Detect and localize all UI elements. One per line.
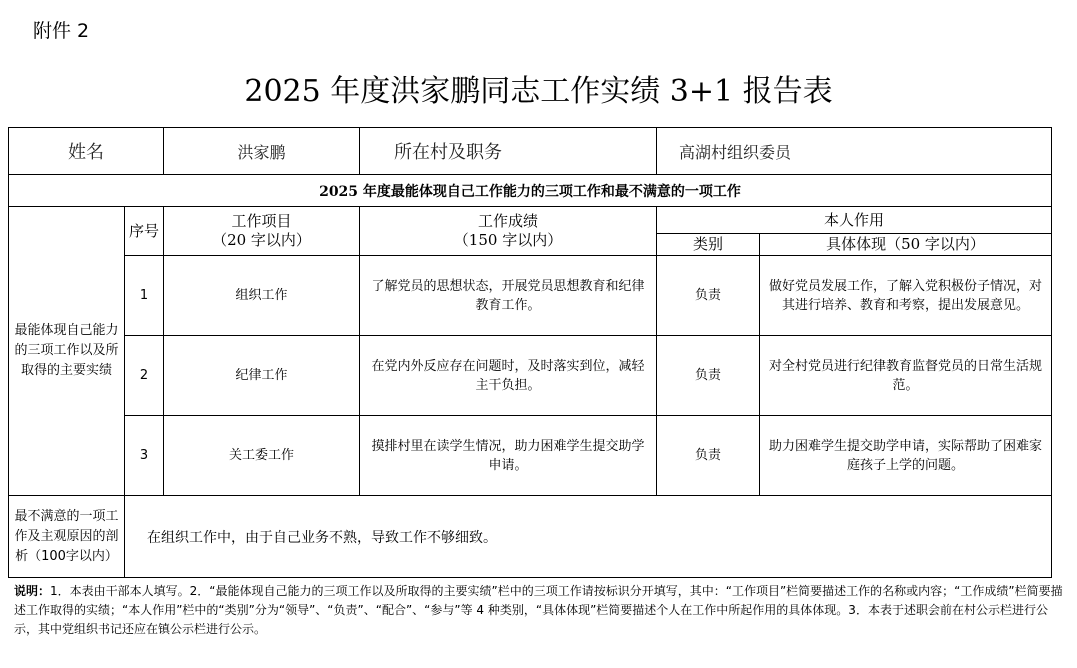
role-type-header: 类别: [657, 234, 760, 256]
row-detail: 对全村党员进行纪律教育监督党员的日常生活规范。: [760, 336, 1052, 416]
section-title-row: [9, 175, 1052, 207]
result-header: [360, 207, 657, 256]
result-header-limit: （150 字以内）: [453, 231, 563, 249]
name-value: 洪家鹏: [164, 128, 360, 175]
report-table: [8, 127, 1052, 578]
row-result: 摸排村里在读学生情况，助力困难学生提交助学申请。: [360, 416, 657, 496]
worst-work-row: [9, 496, 1052, 578]
role-header: 本人作用: [657, 207, 1052, 234]
row-seq: 2: [125, 336, 164, 416]
row-type: 负责: [657, 336, 760, 416]
table-row: [9, 336, 1052, 416]
seq-header: 序号: [125, 207, 164, 256]
note: [14, 582, 1070, 639]
row-detail: 助力困难学生提交助学申请，实际帮助了困难家庭孩子上学的问题。: [760, 416, 1052, 496]
project-header-title: 工作项目: [231, 212, 292, 230]
note-text: 1．本表由干部本人填写。2．“最能体现自己能力的三项工作以及所取得的主要实绩”栏中的三项工作请按标识分开填写，其中：“工作项目”栏简要描述工作的名称或内容；“工作成绩”栏简要描述工作取得的实绩；“本人作用”栏中的“类别”分为“领导”、“负责”、“配合”、“参与”等 4 种类别，“具体体现”栏简要描述个人在工作中所起作用的具体体现。3．本表于述职会前在村公示栏进行公示，其中党组织书记还应在镇公示栏进行公示。: [14, 584, 1063, 636]
position-label: 所在村及职务: [360, 128, 657, 175]
project-header: [164, 207, 360, 256]
row-detail: 做好党员发展工作，了解入党积极份子情况，对其进行培养、教育和考察，提出发展意见。: [760, 256, 1052, 336]
row-type: 负责: [657, 416, 760, 496]
result-header-title: 工作成绩: [477, 212, 538, 230]
row-project: 纪律工作: [164, 336, 360, 416]
row-result: 在党内外反应存在问题时，及时落实到位，减轻主干负担。: [360, 336, 657, 416]
project-header-limit: （20 字以内）: [212, 231, 311, 249]
note-prefix: 说明：: [14, 584, 51, 598]
role-detail-header: 具体体现（50 字以内）: [760, 234, 1052, 256]
row-project: 组织工作: [164, 256, 360, 336]
table-row: [9, 256, 1052, 336]
row-result: 了解党员的思想状态，开展党员思想教育和纪律教育工作。: [360, 256, 657, 336]
section-title: 2025 年度最能体现自己工作能力的三项工作和最不满意的一项工作: [9, 175, 1052, 207]
row-seq: 1: [125, 256, 164, 336]
table-row: [9, 416, 1052, 496]
worst-work-content: 在组织工作中，由于自己业务不熟，导致工作不够细致。: [125, 496, 1052, 578]
header-row-1: [9, 207, 1052, 234]
info-row: [9, 128, 1052, 175]
best-work-label: 最能体现自己能力的三项工作以及所取得的主要实绩: [9, 207, 125, 496]
page-title: 2025 年度洪家鹏同志工作实绩 3+1 报告表: [244, 74, 833, 109]
position-value: 高湖村组织委员: [657, 128, 1052, 175]
row-seq: 3: [125, 416, 164, 496]
row-project: 关工委工作: [164, 416, 360, 496]
attachment-label: 附件 2: [33, 20, 90, 42]
worst-work-label: 最不满意的一项工作及主观原因的剖析（100字以内）: [9, 496, 125, 578]
name-label: 姓名: [9, 128, 164, 175]
row-type: 负责: [657, 256, 760, 336]
